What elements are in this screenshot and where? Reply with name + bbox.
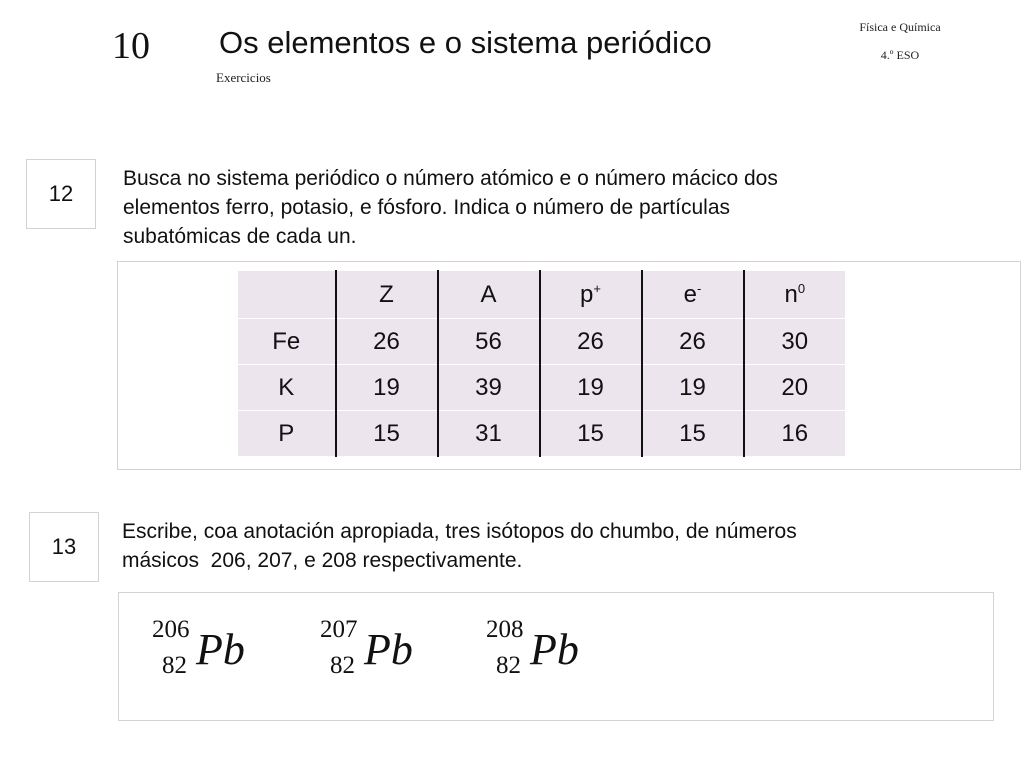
table-cell: 15 (540, 411, 642, 457)
protons-charge: + (593, 280, 601, 296)
exercise-12-line-1: Busca no sistema periódico o número atómico e o número mácico dos (123, 167, 778, 190)
table-cell: 19 (540, 365, 642, 411)
table-cell: P (238, 411, 336, 457)
table-cell: Fe (238, 319, 336, 365)
table-cell: 20 (744, 365, 846, 411)
table-row (238, 365, 846, 411)
neutrons-symbol: n (784, 280, 798, 308)
isotope-mass-number: 206 (152, 616, 190, 643)
table-row (238, 319, 846, 365)
particles-table (237, 270, 846, 457)
table-header-cell (238, 271, 336, 319)
table-cell: 26 (336, 319, 438, 365)
protons-symbol: p (580, 280, 594, 308)
isotope-atomic-number: 82 (330, 652, 355, 679)
level-label: 4.º ESO (880, 48, 920, 62)
isotope-notation (152, 616, 262, 686)
isotope-notation (486, 616, 596, 686)
exercise-12-line-3: subatómicas de cada un. (123, 225, 357, 248)
table-cell: 19 (336, 365, 438, 411)
exercise-13-line-2: másicos 206, 207, e 208 respectivamente. (122, 549, 523, 572)
isotope-mass-number: 207 (320, 616, 358, 643)
exercise-13-statement (122, 517, 797, 575)
isotope-atomic-number: 82 (496, 652, 521, 679)
page-subtitle: Exercicios (216, 70, 271, 85)
table-header-cell: A (438, 271, 540, 319)
table-cell: 16 (744, 411, 846, 457)
electrons-symbol: e (683, 280, 697, 308)
table-header-cell: Z (336, 271, 438, 319)
table-header-row (238, 271, 846, 319)
table-header-cell (540, 271, 642, 319)
table-cell: 19 (642, 365, 744, 411)
electrons-charge: - (697, 280, 702, 296)
exercise-12-line-2: elementos ferro, potasio, e fósforo. Indica o número de partículas (123, 196, 731, 219)
subject-label: Física e Química (859, 20, 941, 34)
table-cell: 15 (336, 411, 438, 457)
table-row (238, 411, 846, 457)
isotope-symbol: Pb (364, 625, 413, 674)
exercise-number-badge: 12 (26, 159, 96, 229)
table-cell: K (238, 365, 336, 411)
isotope-symbol: Pb (530, 625, 579, 674)
chapter-number: 10 (112, 25, 150, 67)
isotope-atomic-number: 82 (162, 652, 187, 679)
table-cell: 30 (744, 319, 846, 365)
table-cell: 26 (540, 319, 642, 365)
table-cell: 39 (438, 365, 540, 411)
table-header-cell (642, 271, 744, 319)
table-header-cell (744, 271, 846, 319)
table-cell: 31 (438, 411, 540, 457)
table-cell: 56 (438, 319, 540, 365)
exercise-12-statement (123, 164, 778, 251)
isotope-notation (320, 616, 430, 686)
table-cell: 26 (642, 319, 744, 365)
exercise-number-badge: 13 (29, 512, 99, 582)
page-title: Os elementos e o sistema periódico (219, 25, 712, 60)
neutrons-charge: 0 (797, 280, 806, 296)
table-cell: 15 (642, 411, 744, 457)
exercise-13-line-1: Escribe, coa anotación apropiada, tres isótopos do chumbo, de números (122, 520, 797, 543)
isotope-symbol: Pb (196, 625, 245, 674)
isotope-mass-number: 208 (486, 616, 524, 643)
